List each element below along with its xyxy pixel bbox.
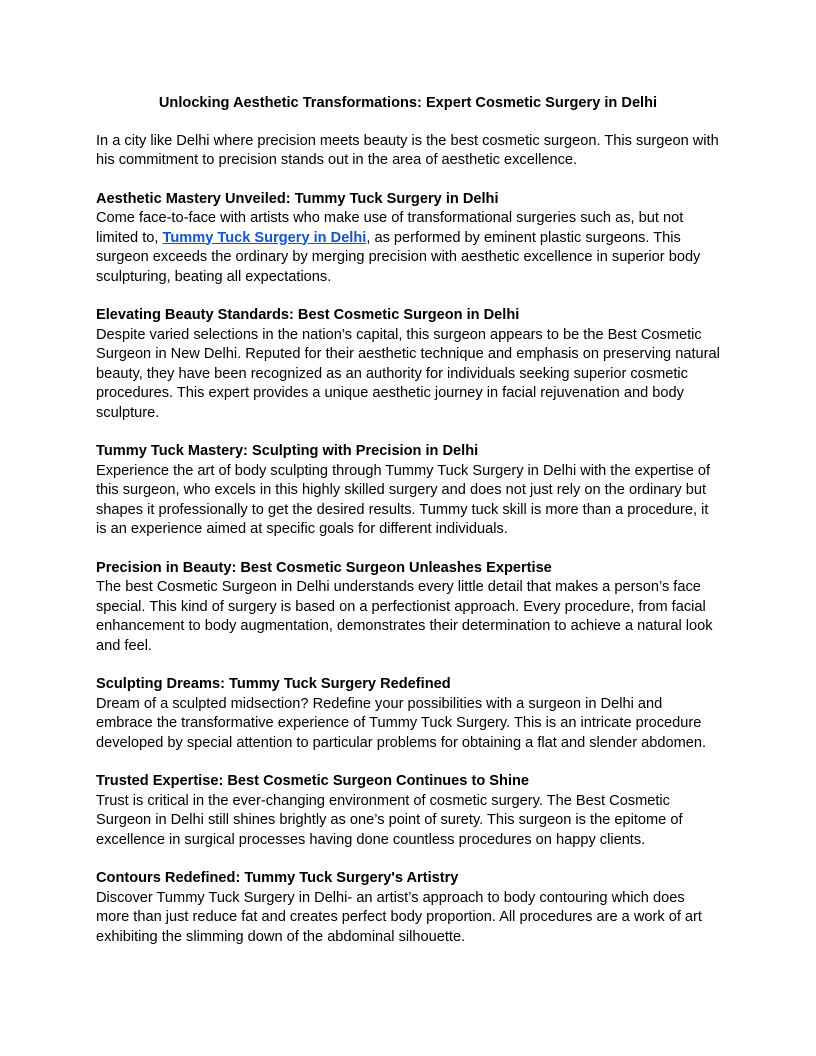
section-heading: Tummy Tuck Mastery: Sculpting with Precision in Delhi bbox=[96, 443, 479, 459]
section-body: Experience the art of body sculpting through Tummy Tuck Surgery in Delhi with the expertise of this surgeon, who excels in this highly skilled surgery and does not just rely on the ordinary but shapes it professionally to get the desired results. Tummy tuck skill is more than a procedure, it is an experience aimed at specific goals for different individuals. bbox=[96, 462, 711, 537]
section-heading: Sculpting Dreams: Tummy Tuck Surgery Redefined bbox=[96, 676, 451, 692]
section-heading: Trusted Expertise: Best Cosmetic Surgeon Continues to Shine bbox=[96, 773, 530, 789]
section-body: Discover Tummy Tuck Surgery in Delhi- an artist’s approach to body contouring which does more than just reduce fat and creates perfect body proportion. All procedures are a work of art exhibiting the slimming down of the abdominal silhouette. bbox=[96, 889, 702, 945]
section-body: The best Cosmetic Surgeon in Delhi understands every little detail that makes a person’s face special. This kind of surgery is based on a perfectionist approach. Every procedure, from facial enhancement to body augmentation, demonstrates their determination to achieve a natural look and feel. bbox=[96, 579, 713, 654]
intro-paragraph: In a city like Delhi where precision meets beauty is the best cosmetic surgeon. This surgeon with his commitment to precision stands out in the area of aesthetic excellence. bbox=[96, 132, 719, 168]
section-body: Trust is critical in the ever-changing environment of cosmetic surgery. The Best Cosmetic Surgeon in Delhi still shines brightly as one’s point of surety. This surgeon is the epitome of excellence in surgical processes having done countless procedures on happy clients. bbox=[96, 792, 683, 848]
section-trusted-expertise bbox=[96, 772, 720, 850]
section-heading: Contours Redefined: Tummy Tuck Surgery's Artistry bbox=[96, 870, 459, 886]
section-body: Dream of a sculpted midsection? Redefine your possibilities with a surgeon in Delhi and embrace the transformative experience of Tummy Tuck Surgery. This is an intricate procedure developed by special attention to particular problems for obtaining a flat and slender abdomen. bbox=[96, 695, 707, 751]
body-text-before-link: Come face-to-face with artists who make use of transformational surgeries such as, but not limited to, bbox=[96, 210, 684, 246]
section-precision-in-beauty bbox=[96, 559, 720, 657]
section-elevating-beauty bbox=[96, 306, 720, 423]
section-heading: Precision in Beauty: Best Cosmetic Surgeon Unleashes Expertise bbox=[96, 559, 552, 576]
section-contours-redefined bbox=[96, 869, 720, 947]
section-aesthetic-mastery bbox=[96, 190, 720, 288]
document-page bbox=[96, 94, 720, 947]
section-tummy-tuck-mastery bbox=[96, 442, 720, 540]
body-text-after-link: , as performed by eminent plastic surgeons. This surgeon exceeds the ordinary by merging precision with aesthetic excellence in superior body sculpturing, beating all expectations. bbox=[96, 229, 701, 285]
section-heading: Elevating Beauty Standards: Best Cosmetic Surgeon in Delhi bbox=[96, 307, 520, 323]
section-sculpting-dreams bbox=[96, 675, 720, 753]
section-body: Despite varied selections in the nation’s capital, this surgeon appears to be the Best Cosmetic Surgeon in New Delhi. Reputed for their aesthetic technique and emphasis on preserving natural beauty, they have been recognized as an authority for individuals seeking superior cosmetic procedures. This expert provides a unique aesthetic journey in facial rejuvenation and body sculpture. bbox=[96, 326, 720, 421]
section-body bbox=[96, 209, 720, 287]
document-title: Unlocking Aesthetic Transformations: Expert Cosmetic Surgery in Delhi bbox=[158, 95, 658, 111]
tummy-tuck-surgery-link[interactable]: Tummy Tuck Surgery in Delhi bbox=[162, 229, 367, 246]
section-heading: Aesthetic Mastery Unveiled: Tummy Tuck Surgery in Delhi bbox=[96, 190, 499, 207]
